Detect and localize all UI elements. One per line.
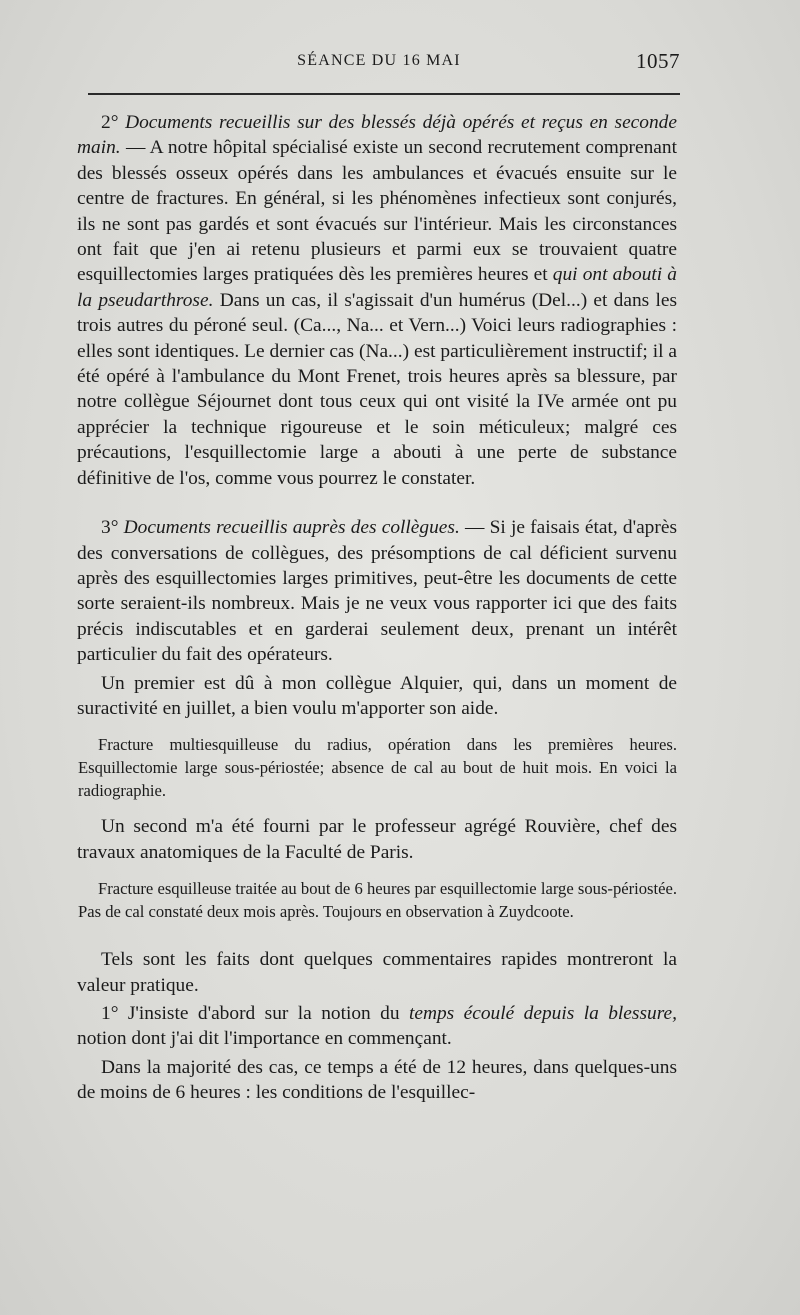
case-note-radius bbox=[78, 733, 677, 802]
running-head: SÉANCE DU 16 MAI bbox=[297, 52, 461, 69]
paragraph-text: Un premier est dû à mon collègue Alquier, qui, dans un moment de suractivité en juillet, a bien voulu m'apporter son aide. bbox=[77, 672, 677, 719]
paragraph-text: notion dont j'ai dit l'importance en commençant. bbox=[77, 1028, 452, 1050]
paragraph-text-continued: Dans un cas, il s'agissait d'un humérus (Del...) et dans les trois autres du péroné seul. (Ca..., Na... et Vern...) Voici leurs radiographies : elles sont identiques. Le dernier cas (Na...) est particulièrement instructif; il a été opéré à l'ambulance du Mont Frenet, trois heures après sa blessure, par notre collègue Séjournet dont tous ceux qui ont visité la IVe armée ont pu apprécier la technique rigoureuse et le soin méticuleux; malgré ces précautions, l'esquillectomie large a abouti à une perte de substance définitive de l'os, comme vous pourrez le constater. bbox=[77, 289, 678, 489]
paragraph-number: 2° bbox=[101, 112, 126, 133]
paragraph-second-cas bbox=[77, 814, 677, 865]
emphasis-text: temps écoulé depuis la blessure, bbox=[408, 1002, 677, 1024]
paragraph-documents-collegues bbox=[77, 515, 677, 667]
paragraph-text: Tels sont les faits dont quelques commentaires rapides montreront la valeur pratique. bbox=[77, 949, 677, 996]
section-heading: Documents recueillis auprès des collègues. bbox=[123, 517, 460, 539]
section-heading: Documents recueillis sur des blessés déjà opérés et reçus en seconde main. bbox=[77, 112, 677, 159]
paragraph-premier-cas bbox=[77, 671, 677, 722]
emphasis-text: qui ont abouti à la pseudarthrose. bbox=[77, 264, 677, 311]
paragraph-majorite-cas bbox=[77, 1055, 677, 1106]
paragraph-temps-ecoule bbox=[77, 1001, 677, 1052]
paragraph-number: 3° bbox=[101, 517, 124, 539]
page-number: 1057 bbox=[636, 49, 680, 73]
header-rule bbox=[88, 93, 680, 95]
paragraph-documents-seconde-main bbox=[77, 110, 677, 491]
case-note-zuydcoote bbox=[78, 877, 677, 923]
paragraph-lead-text: 1° J'insiste d'abord sur la notion du bbox=[101, 1002, 409, 1024]
body-text bbox=[77, 110, 677, 1106]
paragraph-text: Dans la majorité des cas, ce temps a été de 12 heures, dans quelques-uns de moins de 6 heures : les conditions de l'esquillec- bbox=[77, 1056, 677, 1104]
case-note-text: Fracture esquilleuse traitée au bout de 6 heures par esquillectomie large sous-périostée. Pas de cal constaté deux mois après. Toujours en observation à Zuydcoote. bbox=[78, 879, 677, 922]
paragraph-text: — Si je faisais état, d'après des conversations de collègues, des présomptions de cal déficient survenu après des esquillectomies larges primitives, peut-être les documents de cette sorte seraient-ils nombreux. Mais je ne veux vous rapporter ici que des faits précis indiscutables et en garderai seulement deux, prenant un intérêt particulier du fait des opérateurs. bbox=[77, 517, 677, 666]
paragraph-commentaires bbox=[77, 947, 677, 998]
page-header bbox=[78, 49, 680, 76]
paragraph-text: Un second m'a été fourni par le professeur agrégé Rouvière, chef des travaux anatomiques de la Faculté de Paris. bbox=[77, 816, 677, 863]
case-note-text: Fracture multiesquilleuse du radius, opération dans les premières heures. Esquillectomie large sous-périostée; absence de cal au bout de huit mois. En voici la radiographie. bbox=[78, 735, 677, 801]
paragraph-text: — A notre hôpital spécialisé existe un second recrutement comprenant des blessés osseux opérés dans les ambulances et évacués ensuite sur le centre de fractures. En général, si les phénomènes infectieux sont conjurés, ils ne sont pas gardés et sont évacués sur l'intérieur. Mais les circonstances ont fait que j'en ai retenu plusieurs et parmi eux se trouvaient quatre esquillectomies larges pratiquées dès les premières heures et bbox=[77, 137, 677, 286]
